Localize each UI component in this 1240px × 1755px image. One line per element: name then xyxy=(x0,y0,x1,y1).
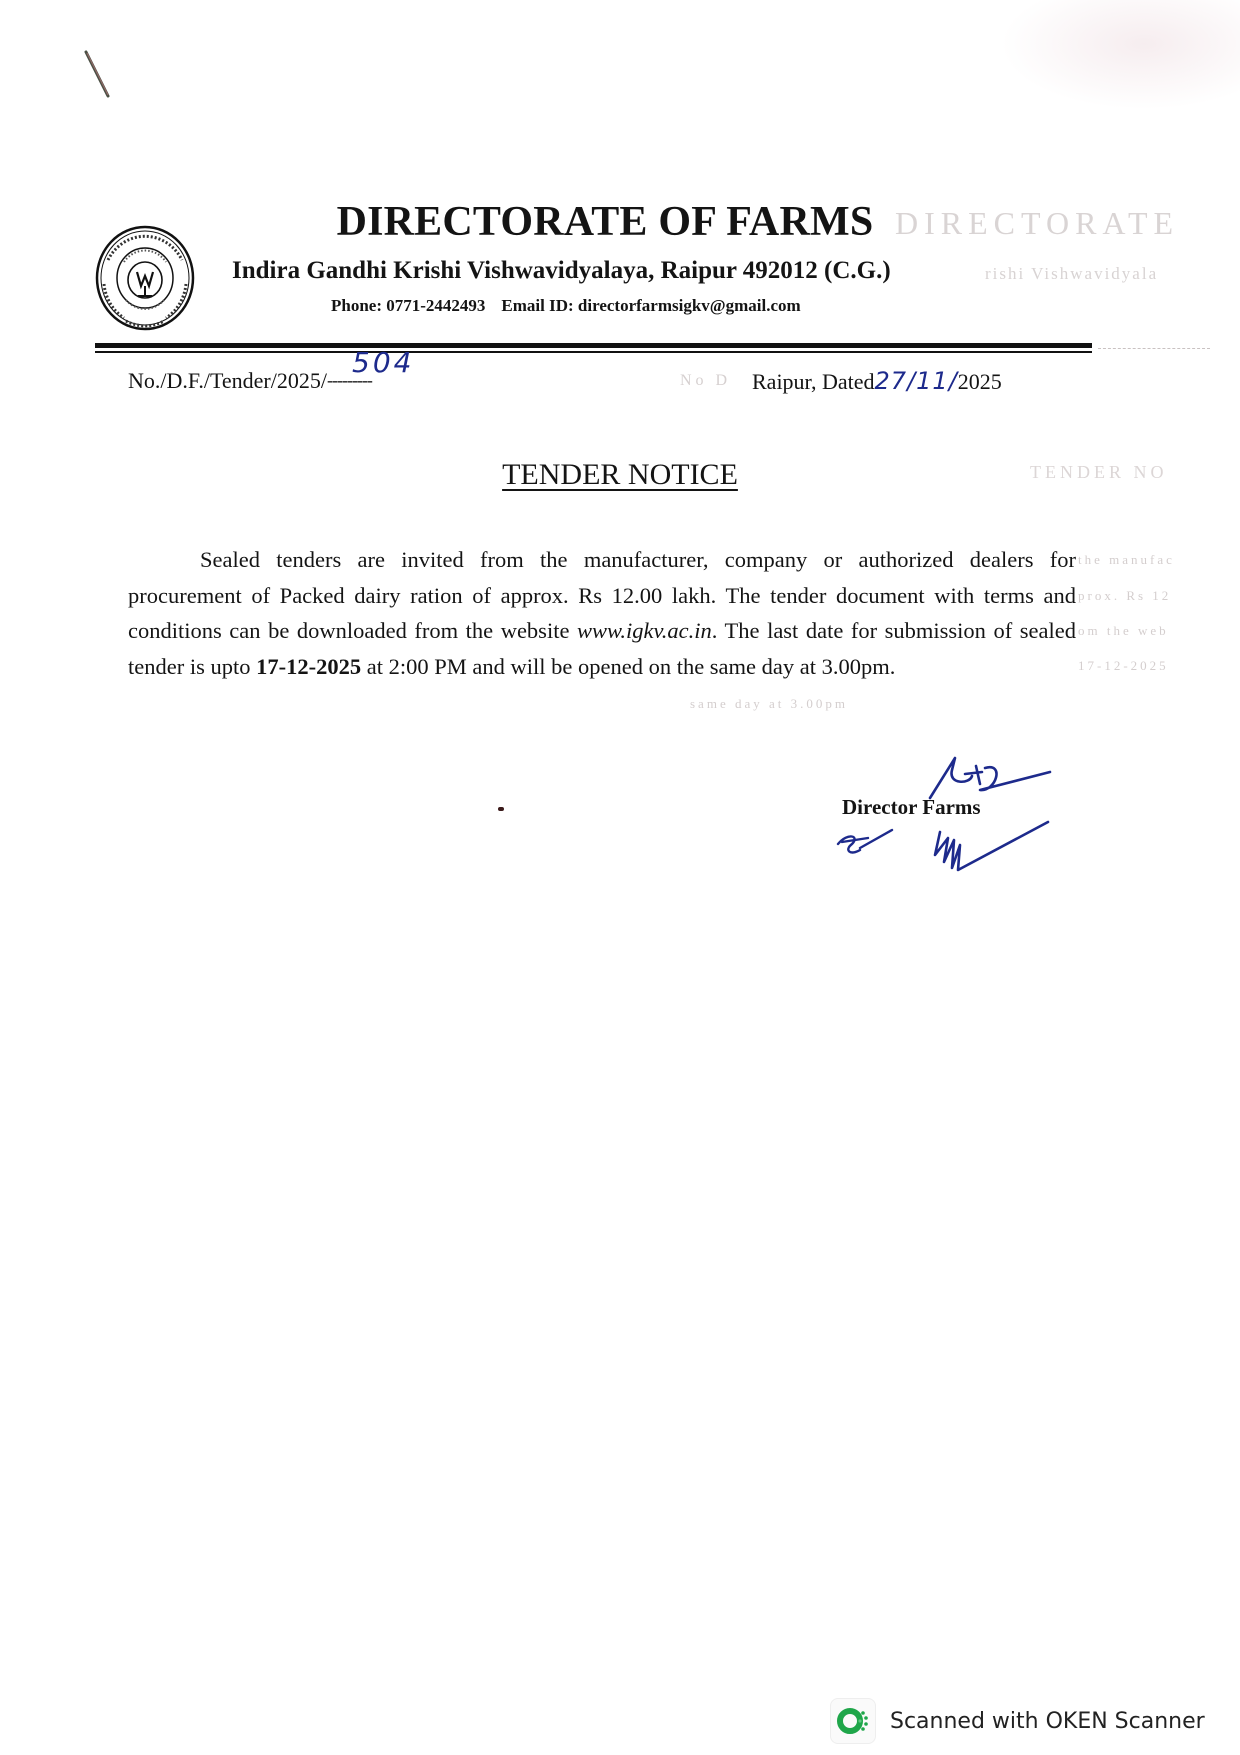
reference-prefix: No./D.F./Tender/2025/ xyxy=(128,368,327,393)
letterhead-title: DIRECTORATE OF FARMS xyxy=(336,199,874,245)
contact-line xyxy=(331,296,801,316)
phone-number: Phone: 0771-2442493 xyxy=(331,296,486,315)
scanner-watermark xyxy=(830,1696,1205,1746)
reference-blank: --------- xyxy=(326,370,372,390)
notice-body xyxy=(128,542,1076,684)
scan-shadow xyxy=(1000,0,1240,110)
university-name: Indira Gandhi Krishi Vishwavidyalaya, Raipur 492012 (C.G.) xyxy=(232,257,891,284)
reference-number xyxy=(128,368,372,394)
website-link[interactable]: www.igkv.ac.in xyxy=(576,618,712,643)
bleed-through-text: the manufac xyxy=(1078,552,1175,567)
dated-year: 2025 xyxy=(957,369,1002,394)
dated-line xyxy=(752,367,1002,395)
bleed-through-text: prox. Rs 12 xyxy=(1078,588,1172,603)
bleed-through-text: No D xyxy=(680,372,732,389)
handwritten-date: 27/11/ xyxy=(874,367,958,395)
bleed-through-text: om the web xyxy=(1078,623,1169,638)
divider-bleed-through xyxy=(1098,348,1210,350)
body-text-part: . The last date for submission of sealed tender is upto xyxy=(128,618,1076,679)
body-text-part: Sealed tenders are invited from the manufacturer, company or authorized dealers for procurement of Packed dairy ration of approx. Rs 12.00 lakh. The tender document with terms and conditions can be downloaded from the website xyxy=(128,547,1076,643)
handwritten-reference-number: 504 xyxy=(352,346,415,379)
submission-deadline: 17-12-2025 xyxy=(256,653,362,679)
pin-mark-icon xyxy=(80,48,136,104)
bleed-through-text: 17-12-2025 xyxy=(1078,658,1169,673)
body-text-part: at 2:00 PM and will be opened on the same day at 3.00pm. xyxy=(361,653,896,679)
bleed-through-text: rishi Vishwavidyala xyxy=(985,264,1159,283)
bleed-through-text: same day at 3.00pm xyxy=(690,696,848,711)
letterhead-divider-thick xyxy=(95,343,1092,348)
email-address: Email ID: directorfarmsigkv@gmail.com xyxy=(501,296,801,315)
signatory-designation: Director Farms xyxy=(842,795,981,819)
bleed-through-text: TENDER NO xyxy=(1030,462,1168,482)
dated-label: Raipur, Dated xyxy=(752,369,875,394)
ink-speck xyxy=(498,807,504,811)
notice-heading: TENDER NOTICE xyxy=(502,458,738,491)
letterhead-divider-thin xyxy=(95,351,1092,353)
scanner-text: Scanned with OKEN Scanner xyxy=(890,1708,1205,1734)
bleed-through-text: DIRECTORATE xyxy=(895,205,1180,241)
oken-scanner-logo-icon xyxy=(830,1698,876,1744)
